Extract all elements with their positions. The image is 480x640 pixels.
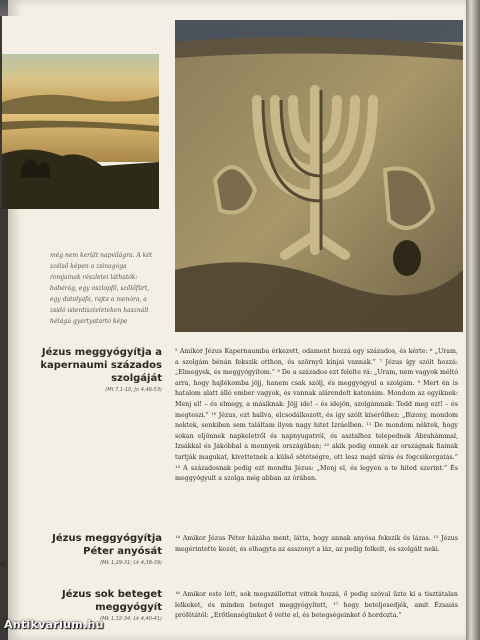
section-reference: (Mk 1,32-34; Lk 4,40-41) [100,616,162,622]
watermark: Antikvarium.hu [4,618,104,631]
book-right-edge [466,0,480,640]
section-title: Jézus meggyógyítja a kapernaumi százados szolgáját [40,347,162,384]
section-reference: (Mt 7,1-10; Jn 4,46-53) [105,387,162,393]
section-text-centurion: ⁵ Amikor Jézus Kapernaumba érkezett, odament hozzá egy százados, és kérte: ⁶ „Uram, a szolgám bénán fekszik otthon, és szörnyű kínjai vannak.” ⁷ Jézus így szólt hozzá: „Elmegyek, és meggyógyítom.” ⁸ De a százados ezt felelte rá: „Uram, nem vagyok méltó arra, hogy hajlékomba jöjj, hanem csak szólj, és meggyógyul a szolgám. ⁹ Mert én is hatalom alatt álló ember vagyok, és vannak alárendelt katonáim. Mondom az egyiknek: Menj el! – és elmegy, a másiknak: Jöjj ide! – és idejön, szolgámnak: Tedd meg ezt! – és megteszi.” ¹⁰ Jézus, ezt hallva, elcsodálkozott, és így szólt kísérőihez: „Bizony, mondom nektek, senkiben sem találtam ilyen nagy hitet Izráelben. ¹¹ De mondom néktek, hogy sokan eljönnek napkeletről és napnyugatról, és asztalhoz telepednek Ábrahámmal, Izsákkal és Jákóbbal a mennyek országában; ¹² akik pedig ennek az országnak fiainak tartják magukat, kivettetnek a külső sötétségre, ott lesz majd sírás és fogcsikorgatás.” ¹³ A századosnak pedig ezt mondta Jézus: „Menj el, és legyen a te hited szerint.” És meggyógyult a szolga még abban az órában. [175,348,458,483]
section-text-peters-mother-in-law: ¹⁴ Amikor Jézus Péter házába ment, látta, hogy annak anyósa fekszik és lázas. ¹⁵ Jézus megérintette kezét, és elhagyta az asszonyt a láz, az pedig felkelt, és szolgált neki. [175,535,458,553]
photo-caption: még nem került napvilágra. A két szélső képen a zsinagóga romjainak részletei láthatók: babérág, egy oszlopfő, szőlőfürt, egy datolyafa, rajta a menóra, a zsidó istentiszteleteken használt hétágú gyertyatartó képe [50,252,153,325]
section-title: Jézus sok beteget meggyógyít [61,589,162,613]
section-title: Jézus meggyógyítja Péter anyósát [52,533,162,557]
menorah-stone-relief-photo [175,20,463,332]
section-text-many-sick: ¹⁶ Amikor este lett, sok megszállottat vittek hozzá, ő pedig szóval űzte ki a tisztátalan lelkeket, és minden beteget meggyógyított, ¹⁷ hogy beteljesedjék, amit Ézsaiás prófétától: „Erőtlenségünket ő vette el, és betegségeinket ő hordozta.” [175,591,458,620]
section-heading-centurion [40,346,162,394]
section-reference: (Mk 1,29-31; Lk 4,38-39) [100,560,162,566]
previous-page-fragment: d [0,560,6,568]
lake-landscape-photo [2,16,159,209]
section-heading-peters-mother-in-law [40,532,162,567]
